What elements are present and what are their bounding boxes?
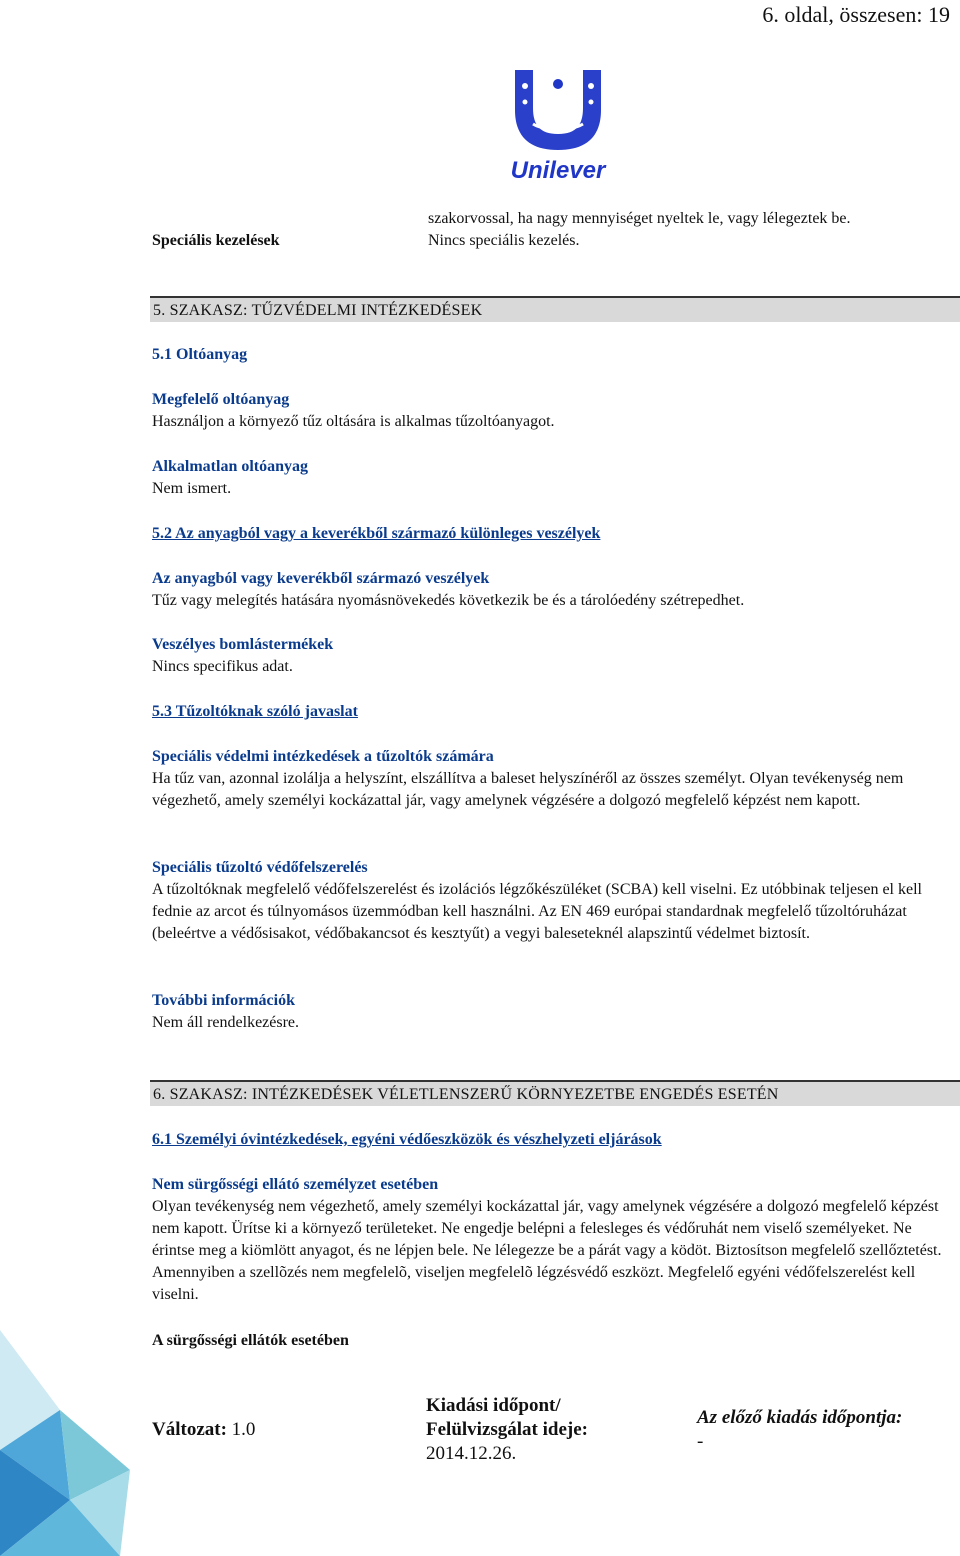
section-5-header: [150, 296, 960, 322]
firefighter-measures-heading: Speciális védelmi intézkedések a tűzoltók számára: [152, 748, 494, 765]
unilever-u-emblem-icon: [503, 66, 613, 184]
non-emergency-text: Olyan tevékenység nem végezhető, amely személyi kockázattal jár, vagy amelynek végzésére a dolgozó megfelelő képzést nem kapott. Ürítse ki a környező területeket. Ne engedje belépni a felesleges és védőruhát nem viselő személyeket. Ne érintse meg a kiömlött anyagot, és ne lépjen bele. Ne lélegezze be a párát vagy a ködöt. Biztosítson megfelelő szellőztetést. Amennyiben a szellõzés nem megfelelõ, viseljen megfelelõ légzésvédő eszközt. Megfelelő egyéni védőfelszerelést kell viselni.: [152, 1198, 942, 1303]
firefighter-measures-text: Ha tűz van, azonnal izolálja a helyszínt, elszállítva a baleset helyszínéről az összes személyt. Olyan tevékenység nem végezhető, amely személyi kockázattal jár, vagy amelynek végzésére a dolgozó megfelelő képzést nem kapott.: [152, 770, 904, 809]
unsuitable-media-text: Nem ismert.: [152, 480, 232, 497]
subsection-5-3-title: 5.3 Tűzoltóknak szóló javaslat: [152, 703, 358, 720]
logo-wordmark: Unilever: [510, 157, 606, 184]
version-value: 1.0: [231, 1419, 256, 1440]
section-6-title: 6. SZAKASZ: INTÉZKEDÉSEK VÉLETLENSZERŰ KÖRNYEZETBE ENGEDÉS ESETÉN: [153, 1086, 779, 1103]
previous-issue-label: Az előző kiadás időpontja:: [697, 1407, 903, 1428]
version-label: Változat:: [152, 1419, 227, 1440]
issue-date-value: 2014.12.26.: [426, 1443, 517, 1464]
subsection-5-1-title: 5.1 Oltóanyag: [152, 346, 248, 363]
subsection-5-2-title: 5.2 Az anyagból vagy a keverékből származó különleges veszélyek: [152, 525, 601, 542]
hazards-heading: Az anyagból vagy keverékből származó veszélyek: [152, 570, 490, 587]
footer-version: [152, 1418, 255, 1442]
further-info-text: Nem áll rendelkezésre.: [152, 1014, 300, 1031]
unilever-logo: [503, 66, 613, 191]
previous-issue-value: -: [697, 1431, 704, 1452]
special-treatment-line1: szakorvossal, ha nagy mennyiséget nyeltek le, vagy lélegeztek be.: [428, 210, 851, 227]
footer-previous-issue: [697, 1406, 902, 1454]
decomposition-text: Nincs specifikus adat.: [152, 658, 293, 675]
suitable-media-text: Használjon a környező tűz oltására is alkalmas tűzoltóanyagot.: [152, 413, 555, 430]
firefighter-equipment-heading: Speciális tűzoltó védőfelszerelés: [152, 859, 368, 876]
issue-label-2: Felülvizsgálat ideje:: [426, 1419, 588, 1440]
subsection-6-1-title: 6.1 Személyi óvintézkedések, egyéni védőeszközök és vészhelyzeti eljárások: [152, 1131, 662, 1148]
firefighter-equipment-text: A tűzoltóknak megfelelő védőfelszerelést és izolációs légzőkészüléket (SCBA) kell viselni. Ez utóbbinak teljesen el kell fednie az arcot és túlnyomásos üzemmódban kell használni. Az EN 469 európai standardnak megfelelő tűzoltóruházat (beleértve a védősisakot, védőbakancsot és kesztyűt) a vegyi baleseteknél alapszintű védelmet biztosít.: [152, 881, 922, 942]
issue-label-1: Kiadási időpont/: [426, 1395, 561, 1416]
special-treatment-line2: Nincs speciális kezelés.: [428, 232, 580, 249]
special-treatment-label: Speciális kezelések: [152, 232, 280, 249]
page-number: 6. oldal, összesen: 19: [762, 2, 950, 27]
footer-issue-date: [426, 1394, 588, 1466]
emergency-responders-heading: A sürgősségi ellátók esetében: [152, 1332, 349, 1349]
section-5-title: 5. SZAKASZ: TŰZVÉDELMI INTÉZKEDÉSEK: [153, 302, 483, 319]
hazards-text: Tűz vagy melegítés hatására nyomásnövekedés következik be és a tárolóedény szétrepedhet.: [152, 592, 745, 609]
suitable-media-heading: Megfelelő oltóanyag: [152, 391, 290, 408]
non-emergency-heading: Nem sürgősségi ellátó személyzet esetében: [152, 1176, 439, 1193]
further-info-heading: További információk: [152, 992, 295, 1009]
section-6-header: [150, 1080, 960, 1106]
unsuitable-media-heading: Alkalmatlan oltóanyag: [152, 458, 309, 475]
decomposition-heading: Veszélyes bomlástermékek: [152, 636, 334, 653]
decorative-triangles-icon: [0, 1330, 140, 1556]
